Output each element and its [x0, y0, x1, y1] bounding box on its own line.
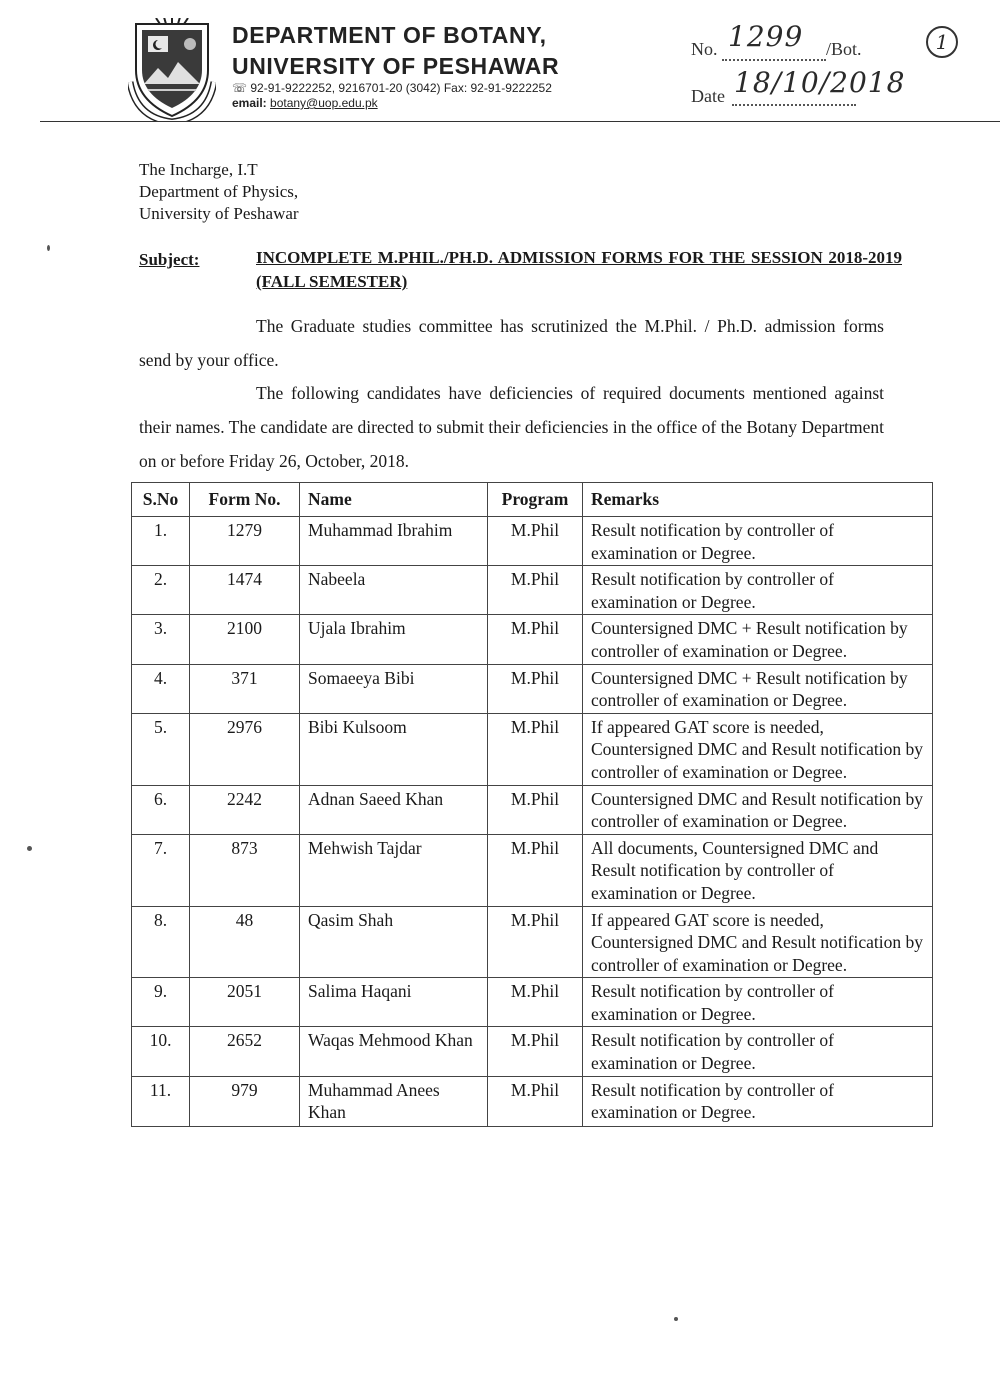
ref-no-dotted-line	[722, 59, 826, 61]
cell-sno: 3.	[132, 615, 190, 664]
email-link[interactable]: botany@uop.edu.pk	[270, 96, 378, 110]
scan-speck	[47, 245, 50, 251]
university-name: UNIVERSITY OF PESHAWAR	[232, 53, 560, 79]
table-row	[132, 834, 933, 906]
ref-date-handwritten: 18/10/2018	[734, 66, 906, 99]
cell-name: Bibi Kulsoom	[300, 713, 488, 785]
paragraph-scrutiny: The Graduate studies committee has scrutinized the M.Phil. / Ph.D. admission forms send by your office.	[139, 316, 884, 370]
scan-speck	[674, 1317, 678, 1321]
cell-program: M.Phil	[488, 615, 583, 664]
table-row	[132, 1076, 933, 1126]
contact-phone	[232, 81, 552, 95]
cell-remarks: Countersigned DMC and Result notification by controller of examination or Degree.	[583, 785, 933, 834]
table-row	[132, 664, 933, 713]
cell-program: M.Phil	[488, 834, 583, 906]
cell-form-no: 48	[190, 906, 300, 978]
cell-sno: 5.	[132, 713, 190, 785]
table-row	[132, 1027, 933, 1076]
recipient-line-3: University of Peshawar	[139, 204, 299, 223]
cell-form-no: 873	[190, 834, 300, 906]
cell-name: Waqas Mehmood Khan	[300, 1027, 488, 1076]
table-row	[132, 785, 933, 834]
cell-program: M.Phil	[488, 1076, 583, 1126]
cell-form-no: 371	[190, 664, 300, 713]
cell-name: Ujala Ibrahim	[300, 615, 488, 664]
cell-program: M.Phil	[488, 1027, 583, 1076]
ref-date-label: Date	[691, 86, 725, 106]
table-row	[132, 566, 933, 615]
cell-remarks: Result notification by controller of examination or Degree.	[583, 978, 933, 1027]
col-header-name: Name	[300, 483, 488, 517]
table-row	[132, 713, 933, 785]
phone-icon: ☏	[232, 81, 251, 95]
cell-form-no: 1279	[190, 517, 300, 566]
cell-name: Nabeela	[300, 566, 488, 615]
cell-sno: 8.	[132, 906, 190, 978]
table-row	[132, 615, 933, 664]
cell-sno: 4.	[132, 664, 190, 713]
cell-remarks: Result notification by controller of examination or Degree.	[583, 517, 933, 566]
cell-remarks: Countersigned DMC + Result notification by controller of examination or Degree.	[583, 664, 933, 713]
cell-name: Salima Haqani	[300, 978, 488, 1027]
header-divider	[40, 121, 1000, 122]
cell-remarks: Countersigned DMC + Result notification by controller of examination or Degree.	[583, 615, 933, 664]
cell-name: Qasim Shah	[300, 906, 488, 978]
paragraph-deficiencies: The following candidates have deficiencies of required documents mentioned against their names. The candidate are directed to submit their deficiencies in the office of the Botany Department on or before Friday 26, October, 2018.	[139, 383, 884, 471]
cell-sno: 10.	[132, 1027, 190, 1076]
cell-sno: 11.	[132, 1076, 190, 1126]
subject-label: Subject:	[139, 250, 200, 269]
cell-sno: 1.	[132, 517, 190, 566]
cell-program: M.Phil	[488, 517, 583, 566]
cell-form-no: 1474	[190, 566, 300, 615]
cell-program: M.Phil	[488, 906, 583, 978]
deficiency-table	[131, 482, 933, 1127]
table-row	[132, 906, 933, 978]
col-header-sno: S.No	[132, 483, 190, 517]
cell-remarks: If appeared GAT score is needed, Countersigned DMC and Result notification by controller of examination or Degree.	[583, 906, 933, 978]
cell-name: Somaeeya Bibi	[300, 664, 488, 713]
cell-program: M.Phil	[488, 978, 583, 1027]
contact-email	[232, 96, 378, 110]
cell-program: M.Phil	[488, 566, 583, 615]
cell-name: Muhammad Ibrahim	[300, 517, 488, 566]
ref-no-handwritten: 1299	[728, 20, 804, 53]
col-header-program: Program	[488, 483, 583, 517]
cell-form-no: 979	[190, 1076, 300, 1126]
recipient-line-2: Department of Physics,	[139, 182, 299, 201]
cell-form-no: 2242	[190, 785, 300, 834]
cell-form-no: 2051	[190, 978, 300, 1027]
table-row	[132, 978, 933, 1027]
university-seal-logo	[128, 18, 216, 122]
cell-form-no: 2652	[190, 1027, 300, 1076]
cell-form-no: 2100	[190, 615, 300, 664]
cell-sno: 9.	[132, 978, 190, 1027]
phone-fax-text: 92-91-9222252, 9216701-20 (3042) Fax: 92-91-9222252	[250, 81, 552, 95]
cell-sno: 7.	[132, 834, 190, 906]
email-label: email:	[232, 96, 267, 110]
cell-program: M.Phil	[488, 785, 583, 834]
cell-form-no: 2976	[190, 713, 300, 785]
department-name: DEPARTMENT OF BOTANY,	[232, 22, 547, 48]
table-header-row	[132, 483, 933, 517]
cell-name: Muhammad Anees Khan	[300, 1076, 488, 1126]
cell-remarks: If appeared GAT score is needed, Countersigned DMC and Result notification by controller of examination or Degree.	[583, 713, 933, 785]
recipient-line-1: The Incharge, I.T	[139, 160, 258, 179]
col-header-remarks: Remarks	[583, 483, 933, 517]
cell-remarks: Result notification by controller of examination or Degree.	[583, 566, 933, 615]
cell-program: M.Phil	[488, 664, 583, 713]
col-header-form-no: Form No.	[190, 483, 300, 517]
cell-program: M.Phil	[488, 713, 583, 785]
ref-no-suffix: /Bot.	[826, 39, 862, 59]
subject-text: INCOMPLETE M.PHIL./PH.D. ADMISSION FORMS FOR THE SESSION 2018-2019 (FALL SEMESTER)	[256, 248, 902, 291]
cell-remarks: All documents, Countersigned DMC and Result notification by controller of examination or Degree.	[583, 834, 933, 906]
cell-remarks: Result notification by controller of examination or Degree.	[583, 1076, 933, 1126]
corner-circled-mark: 1	[926, 26, 958, 58]
cell-sno: 2.	[132, 566, 190, 615]
cell-remarks: Result notification by controller of examination or Degree.	[583, 1027, 933, 1076]
ref-no-label: No.	[691, 39, 718, 59]
cell-name: Adnan Saeed Khan	[300, 785, 488, 834]
ref-date-dotted-line	[732, 104, 856, 106]
table-row	[132, 517, 933, 566]
cell-name: Mehwish Tajdar	[300, 834, 488, 906]
scan-speck	[27, 846, 32, 851]
cell-sno: 6.	[132, 785, 190, 834]
